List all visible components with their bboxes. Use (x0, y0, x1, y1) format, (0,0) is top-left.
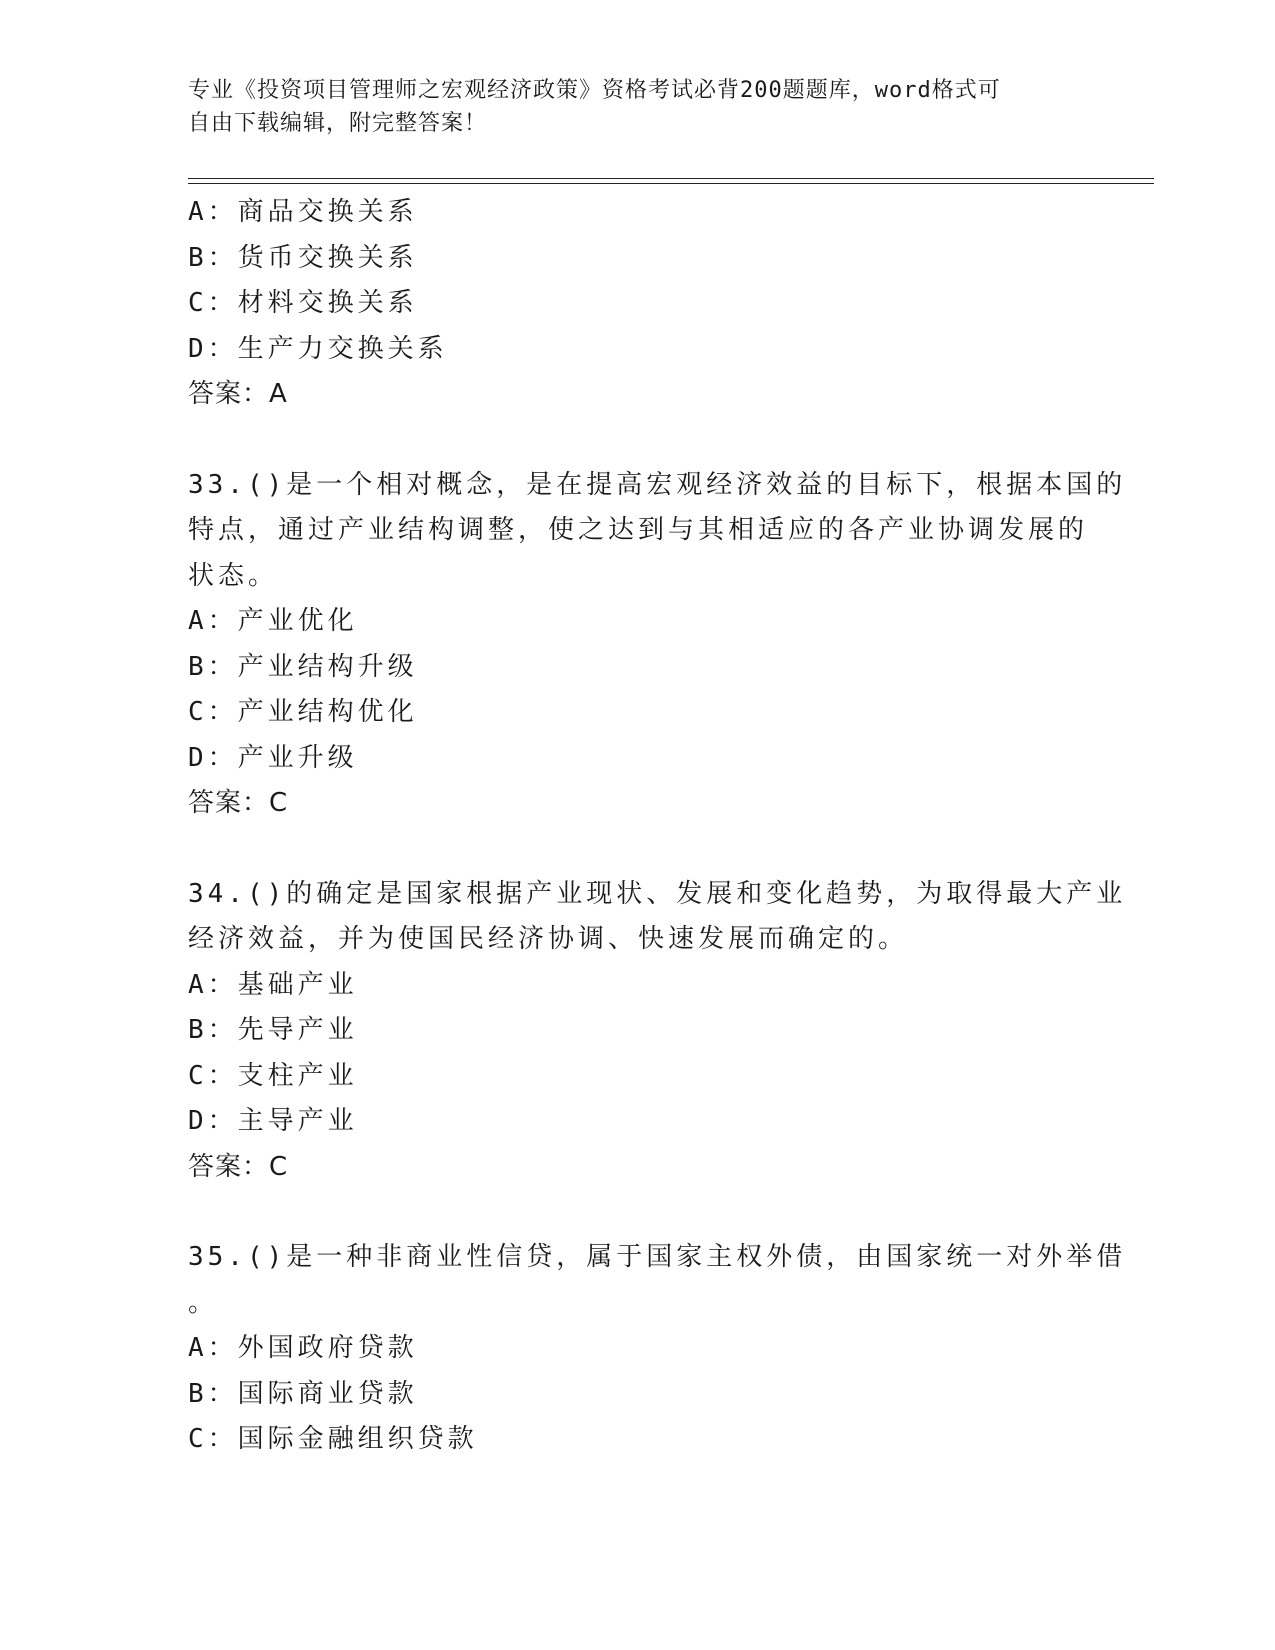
question-stem-line: 33.()是一个相对概念，是在提高宏观经济效益的目标下，根据本国的 (188, 469, 1127, 500)
question-stem-line: 34.()的确定是国家根据产业现状、发展和变化趋势，为取得最大产业 (188, 878, 1127, 909)
answer: 答案：C (188, 1151, 289, 1182)
option-d: D：主导产业 (188, 1106, 358, 1136)
question-32 (188, 190, 1088, 418)
document-header (188, 74, 1068, 140)
option-b: B：国际商业贷款 (188, 1378, 418, 1409)
question-stem-line: 状态。 (188, 560, 279, 591)
question-stem-line: 。 (188, 1287, 219, 1318)
option-c: C：材料交换关系 (188, 288, 418, 318)
option-a: A：产业优化 (188, 606, 358, 636)
question-stem-line: 经济效益，并为使国民经济协调、快速发展而确定的。 (188, 924, 909, 954)
header-divider-bottom (188, 183, 1154, 184)
spacer (188, 418, 1088, 463)
answer: 答案：A (188, 379, 288, 409)
question-33 (188, 463, 1127, 827)
answer: 答案：C (188, 788, 289, 818)
question-34 (188, 872, 1127, 1191)
question-list (188, 190, 1127, 1463)
option-b: B：产业结构升级 (188, 651, 418, 682)
question-35 (188, 1235, 1127, 1463)
option-a: A：外国政府贷款 (188, 1333, 418, 1363)
option-c: C：支柱产业 (188, 1060, 358, 1091)
option-d: D：生产力交换关系 (188, 333, 448, 364)
question-stem-line: 35.()是一种非商业性信贷，属于国家主权外债，由国家统一对外举借 (188, 1242, 1127, 1272)
header-line-2: 自由下载编辑，附完整答案！ (188, 111, 488, 136)
spacer (188, 827, 1088, 872)
option-b: B：货币交换关系 (188, 242, 418, 273)
option-c: C：国际金融组织贷款 (188, 1424, 478, 1454)
question-stem-line: 特点，通过产业结构调整，使之达到与其相适应的各产业协调发展的 (188, 515, 1089, 545)
header-divider-top (188, 178, 1154, 179)
header-line-1: 专业《投资项目管理师之宏观经济政策》资格考试必背200题题库，word格式可 (188, 78, 1001, 103)
option-c: C：产业结构优化 (188, 697, 418, 727)
option-a: A：基础产业 (188, 969, 358, 1000)
option-d: D：产业升级 (188, 742, 358, 773)
option-b: B：先导产业 (188, 1015, 358, 1045)
spacer (188, 1190, 1088, 1235)
option-a: A：商品交换关系 (188, 197, 418, 227)
